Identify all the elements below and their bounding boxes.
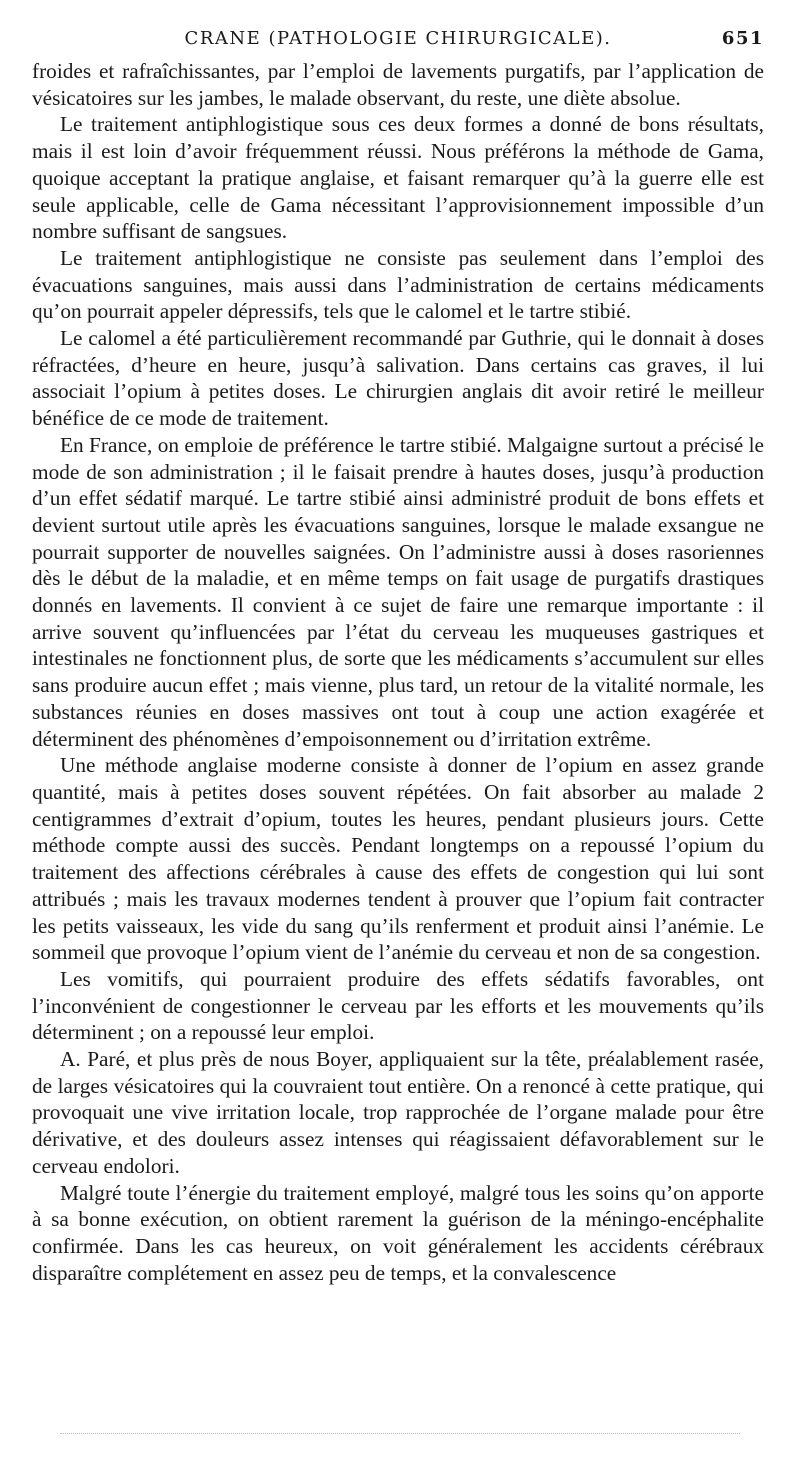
running-head-title: CRANE (PATHOLOGIE CHIRURGICALE). [184,28,612,49]
paragraph: Les vomitifs, qui pourraient produire des effets sédatifs favorables, ont l’inconvénient de congestionner le cerveau par les efforts et les mouvements qu’ils déterminent ; on a repoussé leur emploi. [32,966,764,1045]
paragraph: Le calomel a été particulièrement recommandé par Guthrie, qui le donnait à doses réfractées, d’heure en heure, jusqu’à salivation. Dans certains cas graves, il lui associait l’opium à petites doses. Le chirurgien anglais dit avoir retiré le meilleur bénéfice de ce mode de traitement. [32,326,764,431]
paragraph: A. Paré, et plus près de nous Boyer, appliquaient sur la tête, préalablement rasée, de larges vésicatoires qui la couvraient tout entière. On a renoncé à cette pratique, qui provoquait une vive irritation locale, trop rapprochée de l’organe malade pour être dérivative, et des douleurs assez intenses qui réagissaient défavorablement sur le cerveau endolori. [32,1047,764,1178]
footer-rule [60,1433,740,1434]
paragraph: Le traitement antiphlogistique ne consiste pas seulement dans l’emploi des évacuations sanguines, mais aussi dans l’administration de certains médicaments qu’on pourrait appeler dépressifs, tels que le calomel et le tartre stibié. [32,245,764,324]
running-head [32,28,764,58]
paragraph: En France, on emploie de préférence le tartre stibié. Malgaigne surtout a précisé le mode de son administration ; il le faisait prendre à hautes doses, jusqu’à production d’un effet sédatif marqué. Le tartre stibié ainsi administré produit de bons effets et devient surtout utile après les évacuations sanguines, lorsque le malade exsangue ne pourrait supporter de nouvelles saignées. On l’administre aussi à doses rasoriennes dès le début de la maladie, et en même temps on fait usage de purgatifs drastiques donnés en lavements. Il convient à ce sujet de faire une remarque importante : il arrive souvent qu’influencées par l’état du cerveau les muqueuses gastriques et intestinales ne fonctionnent plus, de sorte que les médicaments s’accumulent sur elles sans produire aucun effet ; mais vienne, plus tard, un retour de la vitalité normale, les substances réunies en doses massives ont tout à coup une action exagérée et déterminent des phénomènes d’empoisonnement ou d’irritation extrême. [32,432,764,751]
paragraph: Malgré toute l’énergie du traitement employé, malgré tous les soins qu’on apporte à sa bonne exécution, on obtient rarement la guérison de la méningo-encéphalite confirmée. Dans les cas heureux, on voit généralement les accidents cérébraux disparaître complétement en assez peu de temps, et la convalescence [32,1180,764,1285]
paragraph: Le traitement antiphlogistique sous ces deux formes a donné de bons résultats, mais il est loin d’avoir fréquemment réussi. Nous préférons la méthode de Gama, quoique acceptant la pratique anglaise, et faisant remarquer qu’à la guerre elle est seule applicable, celle de Gama nécessitant l’approvisionnement impossible d’un nombre suffisant de sangsues. [32,112,764,244]
page-number: 651 [721,28,764,49]
paragraph: Une méthode anglaise moderne consiste à donner de l’opium en assez grande quantité, mais à petites doses souvent répétées. On fait absorber au malade 2 centigrammes d’extrait d’opium, toutes les heures, pendant plusieurs jours. Cette méthode compte aussi des succès. Pendant longtemps on a repoussé l’opium du traitement des affections cérébrales à cause des effets de congestion qui lui sont attribués ; mais les travaux modernes tendent à prouver que l’opium fait contracter les petits vaisseaux, les vide du sang qu’ils renferment et produit ainsi l’anémie. Le sommeil que provoque l’opium vient de l’anémie du cerveau et non de sa congestion. [32,753,764,965]
body-text [32,58,764,1286]
paragraph: froides et rafraîchissantes, par l’emploi de lavements purgatifs, par l’application de vésicatoires sur les jambes, le malade observant, du reste, une diète absolue. [32,59,764,110]
